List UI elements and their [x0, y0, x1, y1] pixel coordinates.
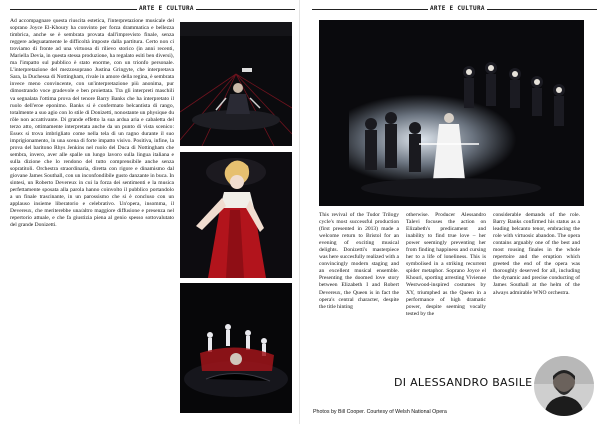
- english-paragraph-2: otherwise. Producer Alessandro Talevi focuses the action on Elizabeth's predicament and inability to find true love – her power seemingly preventing her from finding happiness and cursing her to a life of loneliness. This is symbolised in a striking recurrent spider metaphor. Soprano Joyce el Khouri, sporting arresting Vivienne Westwood-inspired costumes by XY, triumphed as the Queen in a performance of high dramatic power, despite seeming vocally tested by the: [406, 212, 486, 317]
- english-column-3: [493, 212, 580, 362]
- stage-photo-queen-red-gown: [180, 152, 292, 278]
- english-paragraph-1: This revival of the Tudor Trilogy cycle's most successful production (first presented in 2013) made a welcome return to Bristol for an evening of exciting musical delights. Donizetti's masterpiece was here succesfully realized with a convincingly modern staging and an excellent musical ensemble. Presenting the doomed love story between Elizabeth I and Robert Devereux, the Queen is in fact the opera's central character, despite the title hinting: [319, 212, 399, 310]
- left-header: [10, 4, 295, 14]
- article-paragraph: Ad accompagnare questa riuscita estetica, l'interpretazione musicale del soprano Joyce El-Khoury ha convinto per forza drammatica e bellezza timbrica, anche se è sembrata provata dall'imprevisto finale, senza reggere adeguatamente le difficoltà imposte dalla partitura. Certo non ci troviamo di fronte ad una virtuosa di rilievo storico (in anni recenti, Mariella Devia, in questa stessa produzione, ha regalato esiti ben diversi), ma l'impatto sul pubblico è stato enorme, con un trionfo personale. L'interpretazione del mezzosoprano Justina Gringyte, che interpretava Sara, la Duchessa di Nottingham, rivale in amore della regina, è sembrata invece meno convincente, con un'interpretazione più anonima, pur dimostrando voce gradevole e ben proiettata. Tra gli interpreti maschili va segnalata l'ottima prova del tenore Barry Banks che ha interpretato il ruolo dell'eroe eponimo. Banks si è confermato belcantista di rango, totalmente a suo agio con lo stile di Donizetti, nonostante un physique du rôle non accattivante. Di grande effetto la sua ardua aria e cabaletta del terzo atto, ottimamente interpretata anche da un punto di vista scenico: Essex si trova imbrigliato come nella tela di un ragno durante il suo imprigionamento, in una scena di forte impatto visivo. Positiva, infine, la prova del baritono Rhys Jenkins nel ruolo del Duca di Nottingham che sembra, invero, aver alle spalle un lungo lavoro sulla lingua italiana e sulla dizione che lo rendono del tutto comprensibile anche senza sopratitoli. Orchestra straordinaria, diretta con rigore e dinamismo dal giovane James Southall, con un inconfondibile gusto danzante in buca. In sintesi, un Roberto Devereux in cui la forza dei sentimenti e la musica perfettamente sposata alla parola hanno coinvolto il pubblico portandolo a un finale trascinante, in un parossismo che si è concluso con un applauso insieme liberatorio e celebrativo. Un'opera, insomma, il Devereux, che meriterebbe una/altro maggiore diffusione e presenza nel repertorio attuale, e che fa giustizia piena al genio spesso sottovalutato del grande Donizetti.: [10, 18, 174, 229]
- article-text-italian: [10, 18, 174, 418]
- stage-photo-ensemble: [180, 283, 292, 413]
- right-header: [312, 4, 597, 14]
- author-avatar: [534, 356, 594, 416]
- photo-credits: Photos by Bill Cooper. Courtesy of Welsh National Opera: [313, 409, 447, 415]
- english-paragraph-3: considerable demands of the role. Barry Banks confirmed his status as a leading belcanto tenor, embracing the role with virtuosic abandon. The opera contains arguably one of the best and most rousing finales in the whole repertoire and the eruption which greeted the end of the opera was thoroughly deserved for all, including the dynamic and precise conducting of James Southall at the helm of the always admirable WNO orchestra.: [493, 212, 580, 296]
- section-tag: ARTE E CULTURA: [139, 5, 194, 12]
- english-column-2: [406, 212, 486, 402]
- author-byline: DI ALESSANDRO BASILE: [394, 376, 533, 389]
- stage-photo-main: [319, 20, 584, 206]
- section-tag: ARTE E CULTURA: [430, 5, 485, 12]
- stage-photo-spider-web: [180, 22, 292, 146]
- english-column-1: [319, 212, 399, 402]
